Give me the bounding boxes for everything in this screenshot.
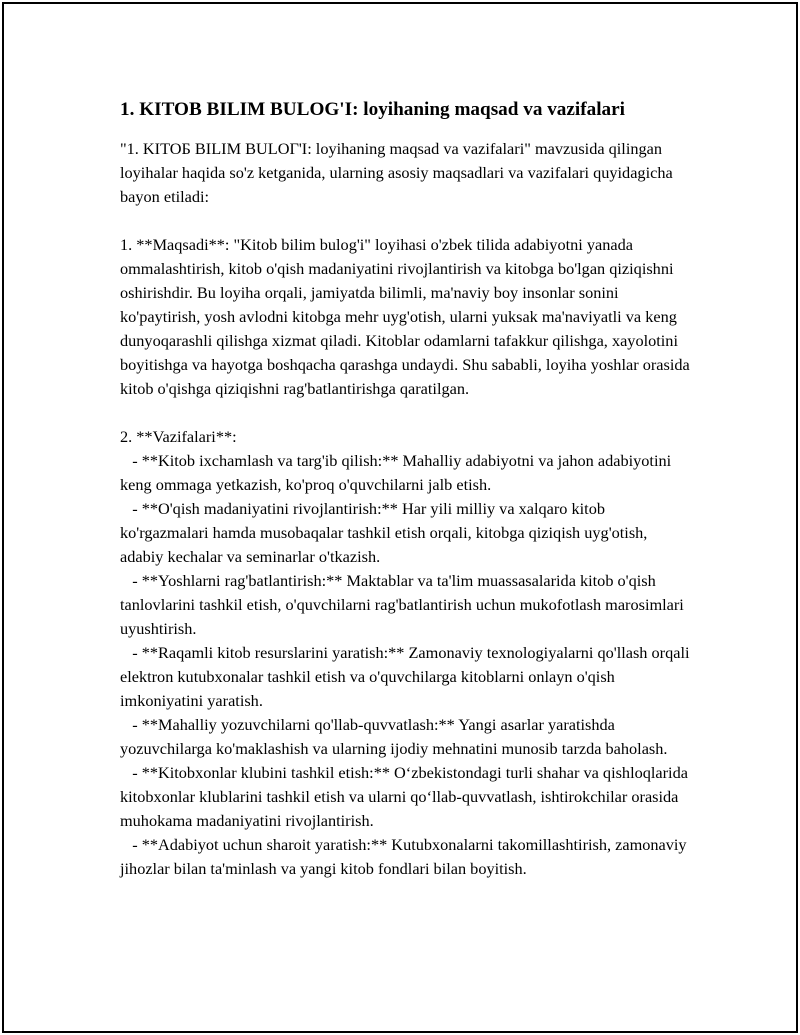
item-indent xyxy=(120,571,132,590)
item-indent xyxy=(120,715,132,734)
task-item-text: - **Mahalliy yozuvchilarni qo'llab-quvvatlash:** Yangi asarlar yaratishda yozuvchilarga ko'maklashish va ularning ijodiy mehnatini munosib tarzda baholash. xyxy=(120,715,668,758)
document-page xyxy=(2,2,798,1033)
item-indent xyxy=(120,451,132,470)
document-title: 1. KITOB BILIM BULOG'I: loyihaning maqsad va vazifalari xyxy=(120,99,626,120)
goal-paragraph: 1. **Maqsadi**: "Kitob bilim bulog'i" loyihasi o'zbek tilida adabiyotni yanada ommalashtirish, kitob o'qish madaniyatini rivojlantirish va kitobga bo'lgan qiziqishni oshirishdir. Bu loyiha orqali, jamiyatda bilimli, ma'naviy boy insonlar sonini ko'paytirish, yosh avlodni kitobga mehr uyg'otish, ularni yuksak ma'naviyatli va keng dunyoqarashli qilishga xizmat qiladi. Kitoblar odamlarni tafakkur qilishga, xayolotini boyitishga va hayotga boshqacha qarashga undaydi. Shu sababli, loyiha yoshlar orasida kitob o'qishga qiziqishni rag'batlantirishga qaratilgan. xyxy=(120,235,690,398)
paragraph-spacer xyxy=(120,401,692,425)
tasks-heading: 2. **Vazifalari**: xyxy=(120,427,237,446)
item-indent xyxy=(120,499,132,518)
item-indent xyxy=(120,835,132,854)
task-item-text: - **Kitobxonlar klubini tashkil etish:** O‘zbekistondagi turli shahar va qishloqlarida kitobxonlar klublarini tashkil etish va ularni qo‘llab-quvvatlash, ishtirokchilar orasida muhokama madaniyatini rivojlantirish. xyxy=(120,763,688,830)
task-item-text: - **Kitob ixchamlash va targ'ib qilish:** Mahalliy adabiyotni va jahon adabiyotini keng ommaga yetkazish, ko'proq o'quvchilarni jalb etish. xyxy=(120,451,672,494)
paragraph-spacer xyxy=(120,209,692,233)
task-item xyxy=(120,569,692,641)
task-item xyxy=(120,833,692,881)
intro-paragraph: "1. KITOБ BILIM BULOГ'I: loyihaning maqsad va vazifalari" mavzusida qilingan loyihalar haqida so'z ketganida, ularning asosiy maqsadlari va vazifalari quyidagicha bayon etiladi: xyxy=(120,139,673,206)
task-item-text: - **Raqamli kitob resurslarini yaratish:** Zamonaviy texnologiyalarni qo'llash orqali elektron kutubxonalar tashkil etish va o'quvchilarga kitoblarni onlayn o'qish imkoniyatini yaratish. xyxy=(120,643,690,710)
item-indent xyxy=(120,643,132,662)
item-indent xyxy=(120,763,132,782)
task-item xyxy=(120,641,692,713)
task-item-text: - **Yoshlarni rag'batlantirish:** Maktablar va ta'lim muassasalarida kitob o'qish tanlovlarini tashkil etish, o'quvchilarni rag'batlantirish uchun mukofotlash marosimlari uyushtirish. xyxy=(120,571,684,638)
task-item xyxy=(120,497,692,569)
document-content xyxy=(120,98,692,881)
task-item xyxy=(120,761,692,833)
task-item xyxy=(120,449,692,497)
task-item-text: - **Adabiyot uchun sharoit yaratish:** Kutubxonalarni takomillashtirish, zamonaviy jihozlar bilan ta'minlash va yangi kitob fondlari bilan boyitish. xyxy=(120,835,687,878)
task-item xyxy=(120,713,692,761)
tasks-list xyxy=(120,449,692,881)
task-item-text: - **O'qish madaniyatini rivojlantirish:** Har yili milliy va xalqaro kitob ko'rgazmalari hamda musobaqalar tashkil etish orqali, kitobga qiziqish uyg'otish, adabiy kechalar va seminarlar o'tkazish. xyxy=(120,499,648,566)
